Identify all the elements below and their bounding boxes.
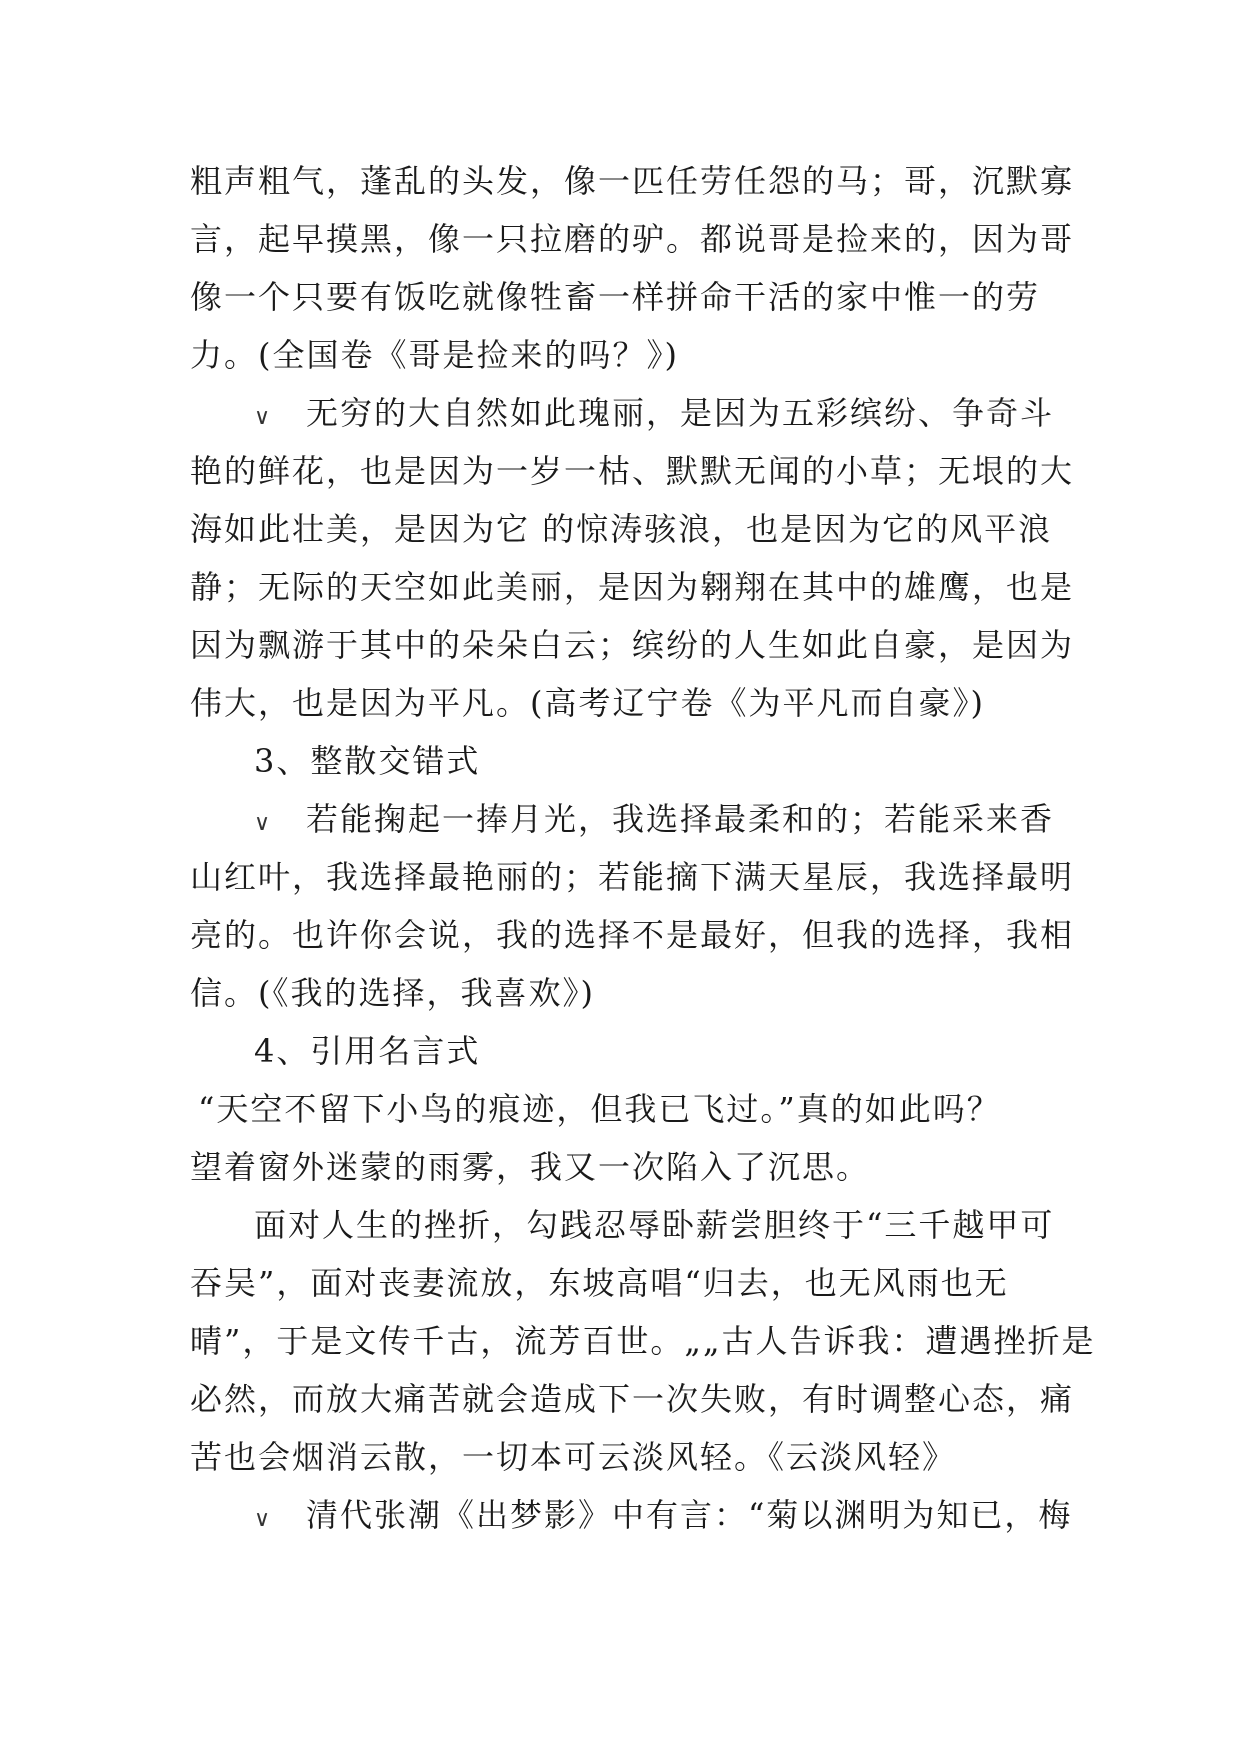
section-heading <box>190 1022 1050 1080</box>
line-text: 3、整散交错式 <box>254 742 481 780</box>
line-text: 亮的。也许你会说，我的选择不是最好，但我的选择，我相 <box>190 916 1075 954</box>
line-text: “天空不留下小鸟的痕迹，但我已飞过。”真的如此吗？ <box>198 1090 1001 1128</box>
text-line <box>190 906 1075 964</box>
line-text: 晴”，于是文传千古，流芳百世。„„古人告诉我：遭遇挫折是 <box>190 1322 1096 1360</box>
text-line <box>190 1196 1055 1254</box>
line-text: 像一个只要有饭吃就像牲畜一样拼命干活的家中惟一的劳 <box>190 278 1041 316</box>
line-text: 力。(全国卷《哥是捡来的吗？》) <box>190 336 679 374</box>
line-text: 海如此壮美，是因为它 的惊涛骇浪，也是因为它的风平浪 <box>190 510 1053 548</box>
line-text: 粗声粗气，蓬乱的头发，像一匹任劳任怨的马；哥，沉默寡 <box>190 162 1075 200</box>
check-mark-icon: ∨ <box>254 1507 273 1532</box>
text-line <box>190 1080 1050 1138</box>
line-text: 无穷的大自然如此瑰丽，是因为五彩缤纷、争奇斗 <box>306 394 1055 432</box>
line-text: 若能掬起一捧月光，我选择最柔和的；若能采来香 <box>306 800 1055 838</box>
line-text: 面对人生的挫折，勾践忍辱卧薪尝胆终于“三千越甲可 <box>254 1206 1055 1244</box>
text-line <box>190 384 1055 442</box>
line-text: 望着窗外迷蒙的雨雾，我又一次陷入了沉思。 <box>190 1148 871 1186</box>
check-mark-icon: ∨ <box>254 811 273 836</box>
text-line <box>190 500 1053 558</box>
text-line <box>190 964 1050 1022</box>
line-text: 艳的鲜花，也是因为一岁一枯、默默无闻的小草；无垠的大 <box>190 452 1075 490</box>
line-text: 信。(《我的选择，我喜欢》) <box>190 974 595 1012</box>
text-line <box>190 268 1050 326</box>
text-line <box>190 674 1050 732</box>
check-mark-icon: ∨ <box>254 405 273 430</box>
line-text: 言，起早摸黑，像一只拉磨的驴。都说哥是捡来的，因为哥 <box>190 220 1075 258</box>
text-line <box>190 848 1075 906</box>
line-text: 必然，而放大痛苦就会造成下一次失败，有时调整心态，痛 <box>190 1380 1075 1418</box>
text-line <box>190 790 1055 848</box>
line-text: 因为飘游于其中的朵朵白云；缤纷的人生如此自豪，是因为 <box>190 626 1075 664</box>
text-line <box>190 210 1075 268</box>
text-line <box>190 326 1050 384</box>
text-line <box>190 1312 1096 1370</box>
text-line <box>190 1138 1050 1196</box>
text-line <box>190 1254 1050 1312</box>
text-line <box>190 1428 1050 1486</box>
line-text: 苦也会烟消云散，一切本可云淡风轻。《云淡风轻》 <box>190 1438 957 1476</box>
line-text: 吞吴”，面对丧妻流放，东坡高唱“归去，也无风雨也无 <box>190 1264 1009 1302</box>
text-line <box>190 1370 1075 1428</box>
text-line <box>190 558 1075 616</box>
text-line <box>190 1486 1073 1544</box>
document-body <box>190 152 1096 1544</box>
section-heading <box>190 732 1050 790</box>
line-text: 清代张潮《出梦影》中有言：“菊以渊明为知已，梅 <box>306 1496 1073 1534</box>
text-line <box>190 616 1075 674</box>
line-text: 静；无际的天空如此美丽，是因为翱翔在其中的雄鹰，也是 <box>190 568 1075 606</box>
text-line <box>190 442 1075 500</box>
line-text: 山红叶，我选择最艳丽的；若能摘下满天星辰，我选择最明 <box>190 858 1075 896</box>
line-text: 4、引用名言式 <box>254 1032 481 1070</box>
text-line <box>190 152 1075 210</box>
line-text: 伟大，也是因为平凡。(高考辽宁卷《为平凡而自豪》) <box>190 684 985 722</box>
